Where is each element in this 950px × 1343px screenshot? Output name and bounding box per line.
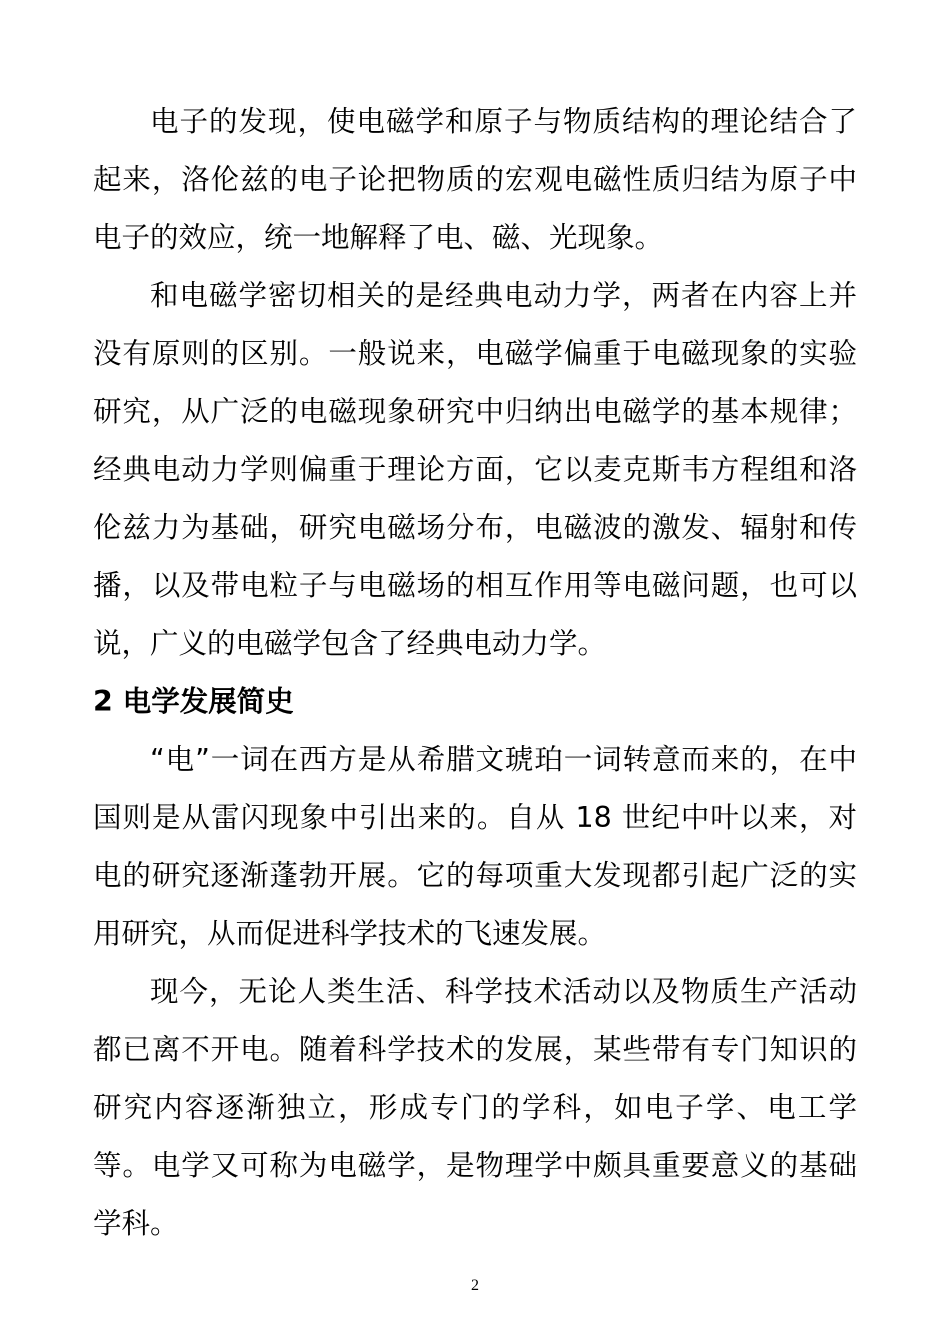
paragraph-electricity-origin: “电”一词在西方是从希腊文琥珀一词转意而来的，在中国则是从雷闪现象中引出来的。自从 18 世纪中叶以来，对电的研究逐渐蓬勃开展。它的每项重大发现都引起广泛的实用研究，从而促进科学技术的飞速发展。: [93, 743, 857, 950]
paragraph-electron-discovery: 电子的发现，使电磁学和原子与物质结构的理论结合了起来，洛伦兹的电子论把物质的宏观电磁性质归结为原子中电子的效应，统一地解释了电、磁、光现象。: [93, 105, 857, 254]
section-heading: 2 电学发展简史: [93, 685, 294, 718]
document-body: [93, 93, 857, 1253]
paragraph-electrodynamics: 和电磁学密切相关的是经典电动力学，两者在内容上并没有原则的区别。一般说来，电磁学偏重于电磁现象的实验研究，从广泛的电磁现象研究中归纳出电磁学的基本规律；经典电动力学则偏重于理论方面，它以麦克斯韦方程组和洛伦兹力为基础，研究电磁场分布，电磁波的激发、辐射和传播，以及带电粒子与电磁场的相互作用等电磁问题，也可以说，广义的电磁学包含了经典电动力学。: [93, 279, 857, 660]
paragraph-electricity-today: 现今，无论人类生活、科学技术活动以及物质生产活动都已离不开电。随着科学技术的发展，某些带有专门知识的研究内容逐渐独立，形成专门的学科，如电子学、电工学等。电学又可称为电磁学，是物理学中颇具重要意义的基础学科。: [93, 975, 857, 1240]
page-number: 2: [471, 1277, 479, 1294]
